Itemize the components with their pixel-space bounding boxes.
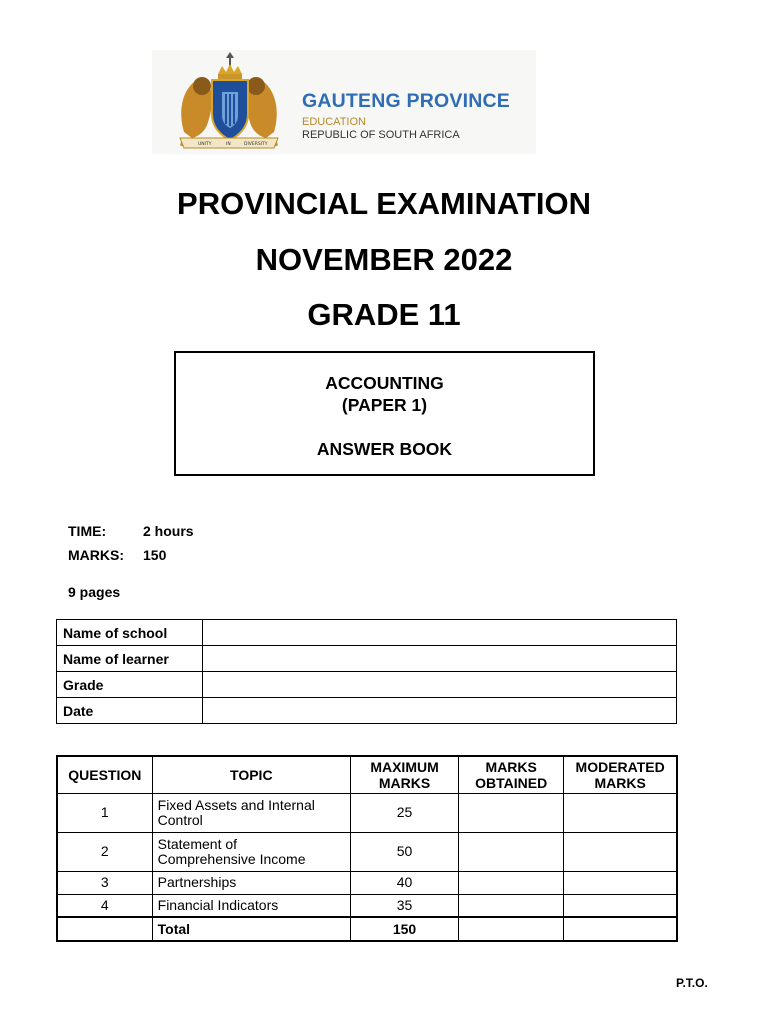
exam-title: PROVINCIAL EXAMINATION: [177, 186, 591, 221]
learner-name-field[interactable]: [203, 646, 677, 672]
moderated-marks-cell[interactable]: [564, 894, 677, 917]
book-type: ANSWER BOOK: [316, 439, 453, 459]
school-name-field[interactable]: [203, 620, 677, 646]
table-row: [57, 672, 677, 698]
header-topic: TOPIC: [152, 756, 350, 793]
table-row: [57, 698, 677, 724]
table-header-row: [57, 756, 677, 793]
total-question-cell: [57, 917, 152, 941]
table-row: [57, 871, 677, 894]
max-marks: 25: [350, 793, 458, 832]
question-number: 3: [57, 871, 152, 894]
learner-details-table: [56, 619, 677, 724]
question-number: 1: [57, 793, 152, 832]
table-row: [57, 832, 677, 871]
max-marks: 40: [350, 871, 458, 894]
max-marks: 50: [350, 832, 458, 871]
table-row: [57, 620, 677, 646]
marks-obtained-cell[interactable]: [459, 894, 564, 917]
moderated-marks-cell[interactable]: [564, 793, 677, 832]
time-label: TIME:: [68, 523, 107, 539]
moderated-marks-cell[interactable]: [564, 832, 677, 871]
time-info: [68, 523, 194, 539]
table-row: [57, 894, 677, 917]
marks-info: [68, 547, 167, 563]
please-turn-over: P.T.O.: [676, 976, 708, 990]
total-row: [57, 917, 677, 941]
marks-obtained-cell[interactable]: [459, 793, 564, 832]
header-max-marks: MAXIMUM MARKS: [350, 756, 458, 793]
marks-value: 150: [143, 547, 167, 563]
header-question: QUESTION: [57, 756, 152, 793]
subject-box: [174, 351, 595, 476]
learner-name-label: Name of learner: [57, 646, 203, 672]
subject-name: ACCOUNTING: [325, 373, 444, 393]
header-moderated-marks: MODERATED MARKS: [564, 756, 677, 793]
question-topic: Financial Indicators: [152, 894, 350, 917]
gauteng-education-logo: [152, 50, 536, 154]
org-name: GAUTENG PROVINCE: [302, 90, 510, 112]
date-label: Date: [57, 698, 203, 724]
marks-table: [56, 755, 678, 942]
question-topic: Fixed Assets and Internal Control: [152, 793, 350, 832]
org-department: EDUCATION: [302, 116, 366, 128]
exam-grade: GRADE 11: [307, 297, 461, 332]
motto-right: DIVERSITY: [244, 142, 268, 147]
header-marks-obtained: MARKS OBTAINED: [459, 756, 564, 793]
table-row: [57, 646, 677, 672]
total-marks-obtained-cell[interactable]: [459, 917, 564, 941]
total-moderated-marks-cell[interactable]: [564, 917, 677, 941]
marks-obtained-cell[interactable]: [459, 832, 564, 871]
table-row: [57, 793, 677, 832]
marks-label: MARKS:: [68, 547, 124, 563]
motto-left: UNITY: [198, 142, 212, 147]
motto-center: IN: [226, 142, 231, 147]
paper-number: (PAPER 1): [341, 395, 428, 415]
total-label: Total: [152, 917, 350, 941]
coat-of-arms-icon: [164, 52, 294, 152]
exam-session: NOVEMBER 2022: [255, 242, 513, 277]
date-field[interactable]: [203, 698, 677, 724]
marks-obtained-cell[interactable]: [459, 871, 564, 894]
grade-field[interactable]: [203, 672, 677, 698]
question-topic: Statement of Comprehensive Income: [152, 832, 350, 871]
max-marks: 35: [350, 894, 458, 917]
grade-label: Grade: [57, 672, 203, 698]
school-name-label: Name of school: [57, 620, 203, 646]
time-value: 2 hours: [143, 523, 194, 539]
total-max-marks: 150: [350, 917, 458, 941]
question-number: 2: [57, 832, 152, 871]
moderated-marks-cell[interactable]: [564, 871, 677, 894]
org-country: REPUBLIC OF SOUTH AFRICA: [302, 129, 460, 141]
question-topic: Partnerships: [152, 871, 350, 894]
question-number: 4: [57, 894, 152, 917]
page-count: 9 pages: [68, 584, 121, 600]
